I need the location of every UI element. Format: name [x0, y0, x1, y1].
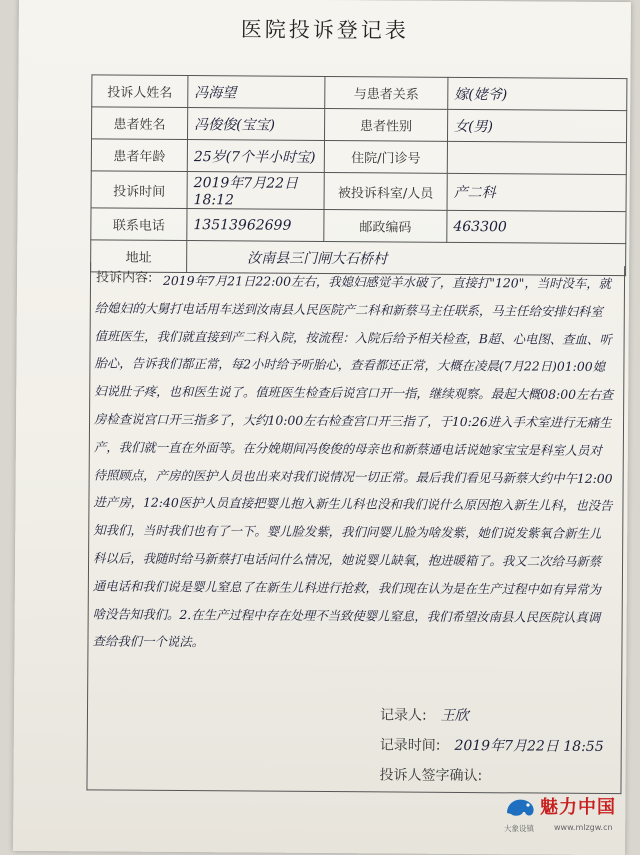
patient-name-value: 冯俊俊(宝宝)	[187, 108, 324, 141]
record-time-label: 记录时间:	[379, 737, 441, 754]
recorder-row	[380, 704, 469, 725]
recorder-label: 记录人:	[379, 707, 427, 724]
signature-label: 投诉人签字确认:	[379, 767, 483, 785]
watermark-brand: 魅力中国	[540, 797, 616, 818]
admission-number-value	[447, 141, 626, 174]
recorder-value: 王欣	[440, 707, 469, 725]
complainant-name-label: 投诉人姓名	[92, 75, 188, 108]
site-watermark	[504, 791, 624, 837]
complaint-content-label: 投诉内容:	[95, 270, 153, 286]
complaint-time-value: 2019年7月22日 18:12	[187, 172, 324, 210]
complaint-time-label: 投诉时间	[91, 171, 187, 209]
postal-code-label: 邮政编码	[324, 210, 447, 243]
record-time-value: 2019年7月22日 18:55	[454, 737, 604, 755]
address-value: 汝南县三门闸大石桥村	[187, 241, 626, 276]
document-title: 医院投诉登记表	[240, 17, 409, 43]
phone-value: 13513962699	[187, 209, 324, 242]
phone-label: 联系电话	[91, 208, 187, 241]
complaint-content-box	[86, 262, 625, 794]
patient-gender-value: 女(男)	[447, 109, 626, 142]
complaint-form-table	[90, 74, 627, 276]
patient-name-label: 患者姓名	[92, 107, 188, 140]
postal-code-value: 463300	[447, 210, 626, 243]
watermark-url: www.mlzgw.cn	[554, 823, 613, 832]
table-row	[91, 171, 626, 212]
table-row	[91, 208, 626, 244]
document-sheet	[13, 0, 631, 855]
watermark-caption: 大象设镇	[504, 824, 534, 833]
relation-value: 嫁(姥爷)	[448, 77, 627, 110]
patient-gender-label: 患者性别	[324, 109, 447, 142]
signature-row	[380, 764, 483, 785]
patient-age-value: 25岁(7个半小时宝)	[187, 140, 324, 173]
table-row	[91, 139, 626, 175]
table-row	[92, 107, 627, 143]
complained-dept-value: 产二科	[447, 173, 626, 211]
table-row	[92, 75, 627, 111]
record-time-row	[380, 734, 604, 756]
complaint-content-text: 2019年7月21日22:00左右，我媳妇感觉羊水破了，直接打"120"，当时没车，就给媳妇的大舅打电话用车送到汝南县人民医院产二科和新蔡马主任联系，马主任给安排妇科室值班医生，我们就直接到产二科入院，按流程：入院后给予相关检查，B超、心电图、查血、听胎心，告诉我们都正常，每2小时给予听胎心，查看都还正常，大概在凌晨(7月22日)01:00媳妇说肚子疼，也和医生说了。值班医生检查后说宫口开一指，继续观察。最起大概08:00左右查房检查说宫口开三指多了，大约10:00左右检查宫口开三指了，于10:26进入手术室进行无痛生产，我们就一直在外面等。在分娩期间冯俊俊的母亲也和新蔡通电话说她家宝宝是科室人员对待照顾点，产房的医护人员也出来对我们说情况一切正常。最后我们看见马新蔡大约中午12:00进产房，12:40医护人员直接把婴儿抱入新生儿科也没和我们说什么原因抱入新生儿科，也没告知我们，当时我们也有了一下。婴儿脸发紫，我们问婴儿脸为啥发紫，她们说发紫氧合新生儿科以后，我随时给马新蔡打电话问什么情况，她说婴儿缺氧，抱进暖箱了。我又二次给马新蔡通电话和我们说是婴儿窒息了在新生儿科进行抢救，我们现在认为是在生产过程中如有异常为啥没告知我们。2.在生产过程中存在处理不当致使婴儿窒息，我们希望汝南县人民医院认真调查给我们一个说法。	[92, 272, 614, 650]
address-label: 地址	[91, 240, 187, 273]
complained-dept-label: 被投诉科室/人员	[324, 173, 447, 211]
relation-label: 与患者关系	[325, 77, 448, 110]
complainant-name-value: 冯海望	[188, 76, 325, 109]
patient-age-label: 患者年龄	[91, 139, 187, 172]
admission-number-label: 住院/门诊号	[324, 141, 447, 174]
elephant-logo-icon	[504, 795, 538, 819]
